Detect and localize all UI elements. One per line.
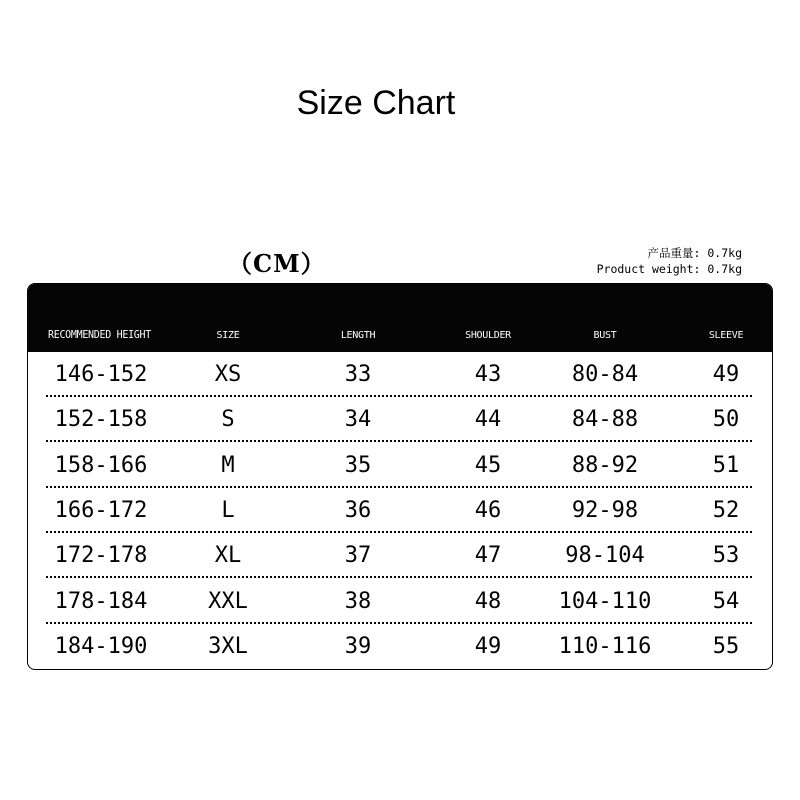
cell-shoulder: 49 <box>474 633 502 659</box>
cell-bust: 110-116 <box>558 633 652 659</box>
cell-bust: 80-84 <box>571 362 639 387</box>
table-row <box>28 624 772 669</box>
header-shoulder: SHOULDER <box>465 330 511 341</box>
cell-sleeve: 55 <box>712 633 740 659</box>
cell-height: 178-184 <box>54 588 148 614</box>
cell-bust: 84-88 <box>571 407 639 433</box>
product-weight-en: Product weight: 0.7kg <box>596 262 742 276</box>
size-table <box>27 283 773 670</box>
cell-size: XXL <box>208 588 248 614</box>
product-weight <box>597 245 742 277</box>
cell-size: S <box>221 407 235 433</box>
table-row <box>28 352 772 397</box>
product-weight-cn: 产品重量: 0.7kg <box>647 246 742 260</box>
cell-size: XS <box>214 362 242 387</box>
cell-size: L <box>221 497 235 523</box>
table-row <box>28 397 772 442</box>
header-length: LENGTH <box>340 330 376 341</box>
page-title: Size Chart <box>296 84 456 122</box>
cell-shoulder: 45 <box>474 452 502 478</box>
cell-shoulder: 48 <box>474 588 502 614</box>
cell-sleeve: 51 <box>712 452 740 478</box>
table-row <box>28 488 772 533</box>
cell-sleeve: 54 <box>712 588 740 614</box>
cell-length: 34 <box>344 407 372 433</box>
cell-bust: 98-104 <box>565 543 645 569</box>
table-row <box>28 579 772 624</box>
cell-length: 37 <box>344 543 372 569</box>
cell-shoulder: 46 <box>474 497 502 523</box>
table-row <box>28 443 772 488</box>
cell-size: XL <box>214 543 242 569</box>
cell-length: 36 <box>344 497 372 523</box>
cell-length: 39 <box>344 633 372 659</box>
header-recommended-height: RECOMMENDED HEIGHT <box>48 329 151 342</box>
cell-length: 35 <box>344 452 372 478</box>
cell-height: 184-190 <box>54 633 148 659</box>
cell-length: 33 <box>344 362 372 387</box>
header-bust: BUST <box>593 330 617 341</box>
cell-height: 172-178 <box>54 543 148 569</box>
unit-label: （CM） <box>228 249 326 278</box>
cell-size: M <box>221 452 235 478</box>
cell-height: 146-152 <box>54 362 148 387</box>
cell-height: 152-158 <box>54 407 148 433</box>
table-row <box>28 533 772 578</box>
cell-shoulder: 44 <box>474 407 502 433</box>
cell-size: 3XL <box>208 633 248 659</box>
cell-bust: 92-98 <box>571 497 639 523</box>
cell-shoulder: 43 <box>474 362 502 387</box>
cell-sleeve: 50 <box>712 407 740 433</box>
cell-sleeve: 52 <box>712 497 740 523</box>
table-header <box>28 284 772 352</box>
cell-height: 158-166 <box>54 452 148 478</box>
cell-sleeve: 53 <box>712 543 740 569</box>
cell-shoulder: 47 <box>474 543 502 569</box>
header-sleeve: SLEEVE <box>708 330 744 341</box>
cell-bust: 104-110 <box>558 588 652 614</box>
cell-height: 166-172 <box>54 497 148 523</box>
header-size: SIZE <box>216 330 240 341</box>
cell-sleeve: 49 <box>712 362 740 387</box>
cell-bust: 88-92 <box>571 452 639 478</box>
cell-length: 38 <box>344 588 372 614</box>
